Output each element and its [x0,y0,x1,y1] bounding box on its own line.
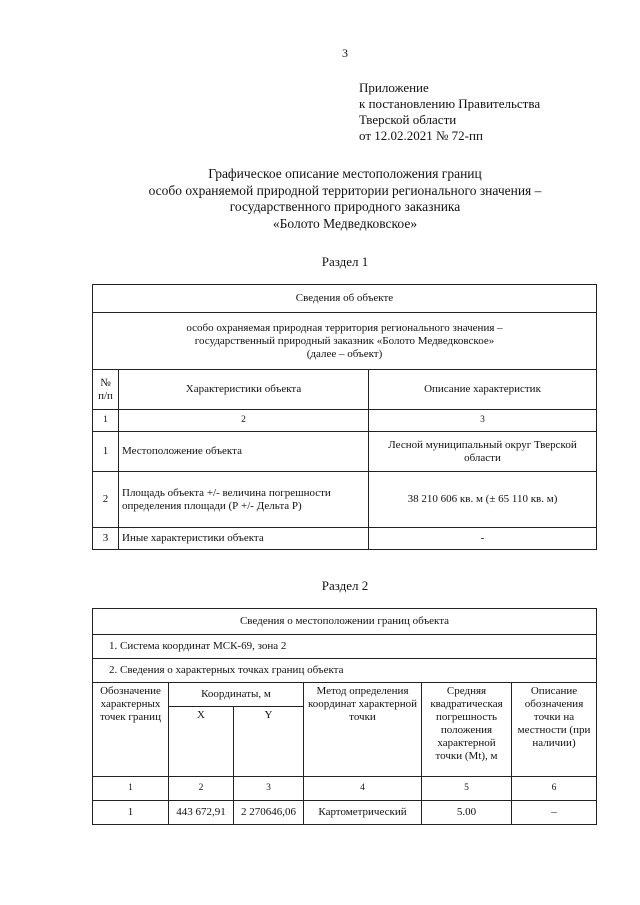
point-method: Картометрический [304,801,422,825]
object-description [93,313,597,370]
column-number: 6 [512,777,597,801]
column-number: 4 [304,777,422,801]
section1-heading: Раздел 1 [321,254,369,269]
appendix-line: к постановлению Правительства [359,96,541,111]
column-number: 2 [119,410,369,432]
points-heading: 2. Сведения о характерных точках границ объекта [93,659,597,683]
column-number: 3 [234,777,304,801]
object-desc-line: государственный природный заказник «Болото Медведковское» [194,334,495,347]
row-number: 2 [93,472,119,528]
page-number: 3 [342,46,348,60]
table-title: Сведения о местоположении границ объекта [93,609,597,635]
object-info-table [92,284,597,550]
table-row [93,432,597,472]
table-row [93,472,597,528]
row-characteristic: Площадь объекта +/- величина погрешности определения площади (Р +/- Дельта Р) [119,472,369,528]
table-title: Сведения об объекте [93,285,597,313]
column-header: Характеристики объекта [119,370,369,410]
row-characteristic: Иные характеристики объекта [119,528,369,550]
column-header-x: X [169,707,234,777]
row-number: 3 [93,528,119,550]
section2-heading: Раздел 2 [321,578,369,593]
point-y: 2 270646,06 [234,801,304,825]
column-header-error: Средняя квадратическая погрешность положения характерной точки (Mt), м [422,683,512,777]
column-number: 1 [93,777,169,801]
column-number: 2 [169,777,234,801]
column-header-method: Метод определения координат характерной точки [304,683,422,777]
appendix-line: Тверской области [359,112,457,127]
row-number: 1 [93,432,119,472]
point-error: 5.00 [422,801,512,825]
column-number: 5 [422,777,512,801]
object-desc-line: особо охраняемая природная территория регионального значения – [186,321,503,334]
appendix-block [359,80,540,144]
column-header-coords: Координаты, м [169,683,304,707]
column-header: № п/п [93,370,119,410]
title-line: государственного природного заказника [229,199,461,214]
row-characteristic: Местоположение объекта [119,432,369,472]
boundary-points-table [92,608,597,825]
title-line: Графическое описание местоположения границ [208,166,482,181]
table-row [93,528,597,550]
coordinate-system: 1. Система координат МСК-69, зона 2 [93,635,597,659]
table-row [93,801,597,825]
column-number: 3 [369,410,597,432]
title-line: особо охраняемой природной территории регионального значения – [148,182,542,198]
column-header: Описание характеристик [369,370,597,410]
row-description: 38 210 606 кв. м (± 65 110 кв. м) [369,472,597,528]
point-description: – [512,801,597,825]
appendix-line: Приложение [359,80,429,95]
column-header-desc: Описание обозначения точки на местности (при наличии) [512,683,597,777]
column-number: 1 [93,410,119,432]
row-description: Лесной муниципальный округ Тверской области [369,432,597,472]
column-header-y: Y [234,707,304,777]
row-description: - [369,528,597,550]
title-line: «Болото Медведковское» [272,215,418,231]
appendix-line: от 12.02.2021 № 72-пп [359,128,483,143]
document-title [60,166,630,232]
column-header-point: Обозначение характерных точек границ [93,683,169,777]
object-desc-line: (далее – объект) [306,347,383,360]
point-x: 443 672,91 [169,801,234,825]
point-id: 1 [93,801,169,825]
